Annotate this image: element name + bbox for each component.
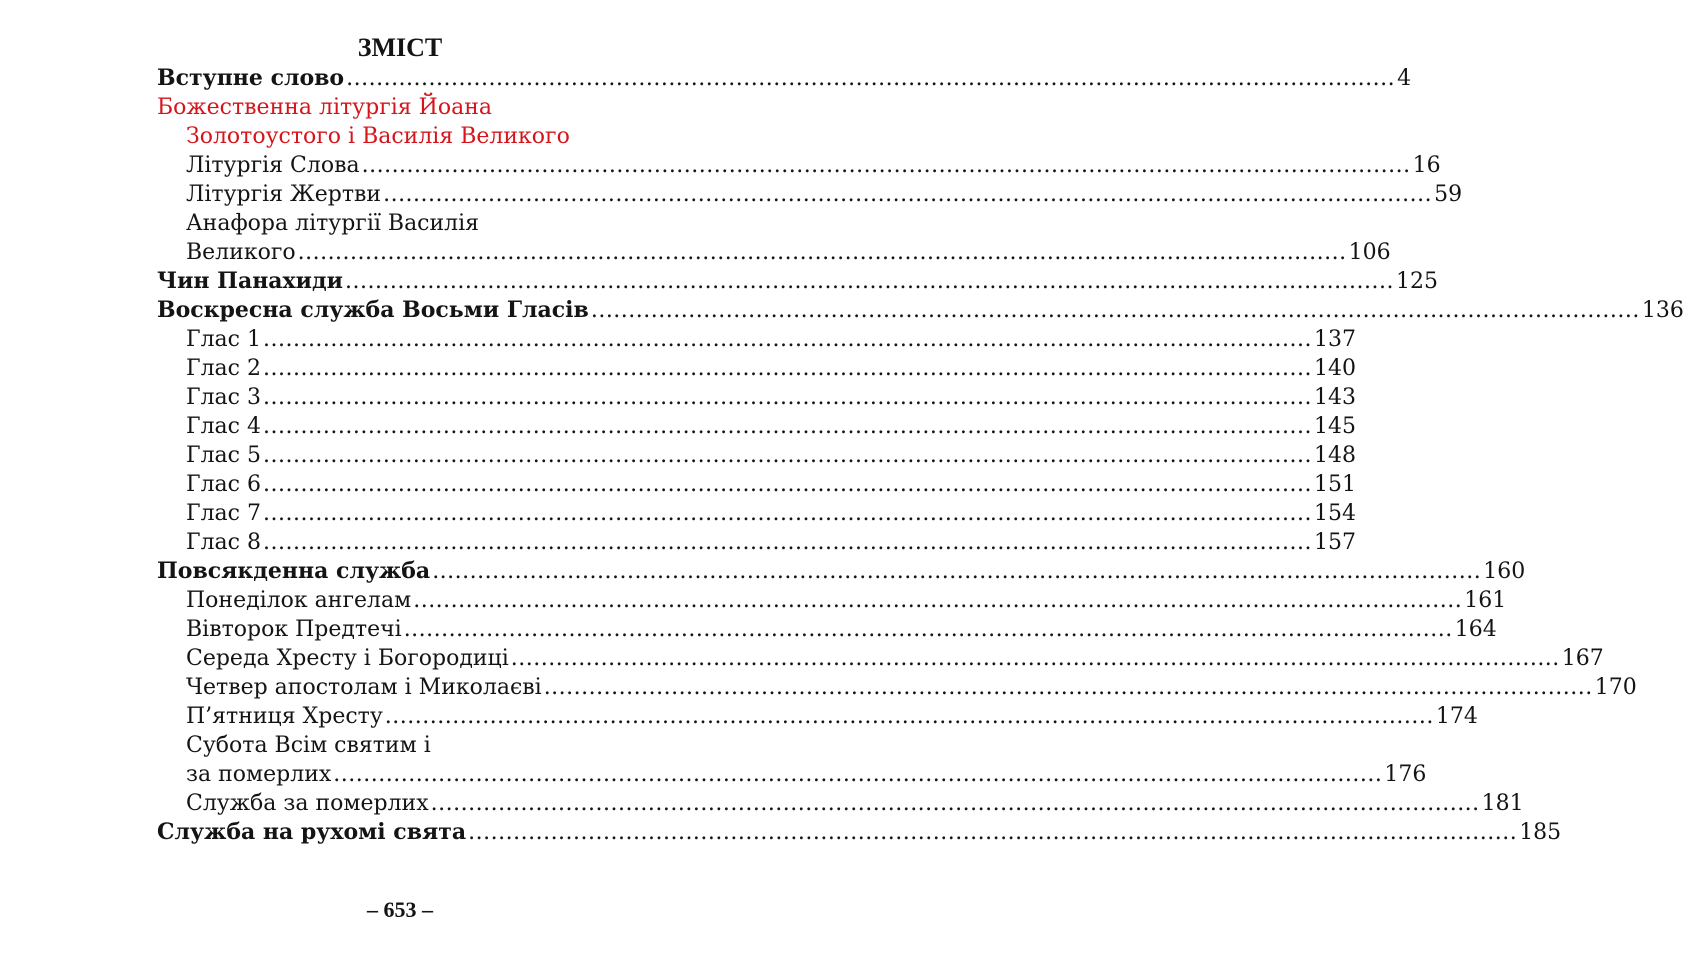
toc-entry: [186, 789, 1524, 818]
toc-entry-title: Понеділок ангелам: [186, 588, 412, 613]
toc-entry: [186, 354, 1357, 383]
dot-leader: [509, 644, 1562, 673]
toc-entry: [186, 209, 648, 238]
toc-entry: [186, 731, 648, 760]
toc-entry-title: Служба за померлих: [186, 791, 429, 816]
dot-leader: [261, 528, 1314, 557]
toc-entry-title: Служба на рухомі свята: [157, 819, 467, 845]
toc-entry: [157, 296, 1684, 325]
toc-entry-title: Літургія Слова: [186, 153, 360, 178]
toc-entry: [157, 93, 648, 122]
toc-entry-page: 16: [1412, 153, 1441, 178]
toc-entry: [186, 586, 1507, 615]
toc-entry-title: Четвер апостолам і Миколаєві: [186, 675, 542, 700]
toc-entry: [186, 673, 1637, 702]
toc-entry: [186, 702, 1478, 731]
dot-leader: [261, 441, 1314, 470]
dot-leader: [331, 760, 1384, 789]
toc-entry-page: 167: [1561, 646, 1604, 671]
dot-leader: [261, 470, 1314, 499]
dot-leader: [402, 615, 1455, 644]
toc-entry-title: Вівторок Предтечі: [186, 617, 402, 642]
toc-entry-page: 161: [1464, 588, 1507, 613]
toc-entry-title: Великого: [186, 240, 296, 265]
toc-entry-title: П’ятниця Хресту: [186, 704, 383, 729]
toc-entry: [186, 615, 1497, 644]
toc-entry-title: Глас 5: [186, 443, 261, 468]
toc-entry-page: 143: [1314, 385, 1357, 410]
toc-entry-page: 137: [1314, 327, 1357, 352]
page-number: – 653 –: [367, 897, 433, 922]
dot-leader: [360, 151, 1413, 180]
toc-entry-title: Повсякденна служба: [157, 558, 431, 584]
dot-leader: [261, 354, 1314, 383]
dot-leader: [343, 267, 1396, 296]
toc-entry-title: Божественна літургія Йоана: [157, 95, 492, 120]
toc-entry: [157, 267, 1439, 296]
toc-entry-page: 174: [1435, 704, 1478, 729]
dot-leader: [261, 383, 1314, 412]
dot-leader: [430, 557, 1483, 586]
dot-leader: [542, 673, 1595, 702]
toc-entry-page: 59: [1434, 182, 1463, 207]
toc-entry-title: Вступне слово: [157, 65, 345, 91]
toc-entry-page: 4: [1397, 66, 1412, 91]
toc-entry: [186, 644, 1604, 673]
toc-entry-page: 181: [1481, 791, 1524, 816]
toc-entry-page: 154: [1314, 501, 1357, 526]
toc-entry-title: Середа Хресту і Богородиці: [186, 646, 509, 671]
toc-entry-title: Анафора літургії Василія: [186, 211, 480, 236]
toc-entry-title: за померлих: [186, 762, 332, 787]
toc-entry-page: 148: [1314, 443, 1357, 468]
toc-entry: [157, 557, 1526, 586]
toc-entry: [186, 470, 1357, 499]
toc-entry-page: 136: [1641, 298, 1684, 323]
toc-entry-title: Глас 4: [186, 414, 261, 439]
toc-entry-page: 170: [1594, 675, 1637, 700]
toc-entry-page: 145: [1314, 414, 1357, 439]
toc-entry-page: 160: [1483, 559, 1526, 584]
toc-entry: [186, 412, 1357, 441]
toc-entry: [157, 818, 1562, 847]
dot-leader: [261, 412, 1314, 441]
dot-leader: [261, 325, 1314, 354]
toc-entry-title: Глас 7: [186, 501, 261, 526]
toc-entry-title: Золотоустого і Василія Великого: [186, 124, 570, 149]
dot-leader: [344, 64, 1397, 93]
toc-entry-page: 140: [1314, 356, 1357, 381]
toc-entry-title: Глас 2: [186, 356, 261, 381]
toc-entry: [186, 760, 1427, 789]
toc-entry: [186, 383, 1357, 412]
dot-leader: [429, 789, 1482, 818]
toc-entry: [157, 64, 1412, 93]
toc-entry: [186, 180, 1463, 209]
toc-entry-title: Субота Всім святим і: [186, 733, 431, 758]
dot-leader: [296, 238, 1349, 267]
dot-leader: [411, 586, 1464, 615]
toc-entry: [186, 441, 1357, 470]
toc-entry: [186, 122, 648, 151]
dot-leader: [383, 702, 1436, 731]
dot-leader: [589, 296, 1642, 325]
toc-entry-page: 151: [1314, 472, 1357, 497]
toc-entry-title: Літургія Жертви: [186, 182, 382, 207]
dot-leader: [381, 180, 1434, 209]
page-title: ЗМІСТ: [357, 33, 443, 62]
toc-entry-title: Глас 3: [186, 385, 261, 410]
dot-leader: [261, 499, 1314, 528]
toc-entry: [186, 151, 1441, 180]
toc-entry-title: Глас 6: [186, 472, 261, 497]
toc-entry-title: Воскресна служба Восьми Гласів: [157, 297, 589, 323]
toc-entry: [186, 325, 1357, 354]
toc-entry-title: Глас 1: [186, 327, 261, 352]
toc-entry-page: 185: [1519, 820, 1562, 845]
toc-entry-page: 164: [1454, 617, 1497, 642]
toc-entry: [186, 499, 1357, 528]
toc-entry-page: 106: [1348, 240, 1391, 265]
toc-entry-page: 157: [1314, 530, 1357, 555]
dot-leader: [466, 818, 1519, 847]
toc-entry-page: 176: [1384, 762, 1427, 787]
toc-entry-page: 125: [1396, 269, 1439, 294]
toc-entry: [186, 238, 1391, 267]
toc-entry-title: Глас 8: [186, 530, 261, 555]
toc-entry-title: Чин Панахиди: [157, 268, 343, 294]
toc-entry: [186, 528, 1357, 557]
